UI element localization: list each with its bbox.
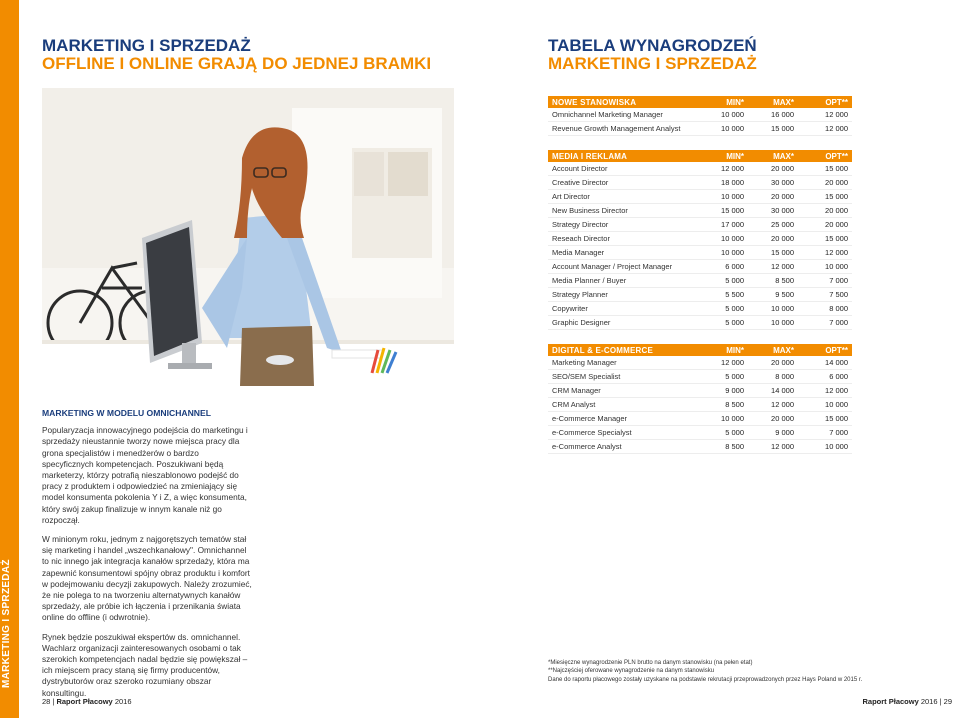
max-salary: 16 000 [771,110,794,119]
left-page-title [42,37,431,73]
table-header [548,150,852,162]
position-name: Strategy Planner [552,290,608,299]
salary-table [548,344,852,454]
position-name: SEO/SEM Specialist [552,372,621,381]
right-title-line2: MARKETING I SPRZEDAŻ [548,54,757,73]
position-name: Copywriter [552,304,588,313]
min-salary: 12 000 [721,164,744,173]
opt-salary: 10 000 [825,262,848,271]
table-row [548,288,852,302]
max-salary: 15 000 [771,248,794,257]
position-name: New Business Director [552,206,628,215]
article-paragraph-1: Popularyzacja innowacyjnego podejścia do marketingu i sprzedaży nieustannie tworzy nowe miejsca pracy dla grona specjalistów i menedżerów o bardzo specyficznych kompetencjach. Poszukiwani będą marketerzy, którzy potrafią nieszablonowo podejść do pracy z produktem i odpowiedzieć na zmieniający się model konsumenta pokolenia Y i Z, a więc konsumenta, który swój zakup finalizuje w innym kanale niż go rozpoczął. [42,425,248,525]
omnichannel-article [42,408,252,707]
min-salary: 10 000 [721,414,744,423]
min-salary: 10 000 [721,192,744,201]
max-salary: 14 000 [771,386,794,395]
col-min-header: MIN* [726,345,744,355]
section-title: DIGITAL & E-COMMERCE [552,345,654,355]
min-salary: 8 500 [725,400,744,409]
section-title: NOWE STANOWISKA [552,97,637,107]
table-row [548,356,852,370]
table-row [548,316,852,330]
min-salary: 10 000 [721,110,744,119]
opt-salary: 12 000 [825,124,848,133]
opt-salary: 7 000 [829,428,848,437]
footnote: *Miesięczne wynagrodzenie PLN brutto na danym stanowisku (na pełen etat) [548,660,753,666]
max-salary: 20 000 [771,358,794,367]
left-footer-year: 2016 [114,697,132,706]
position-name: Reseach Director [552,234,610,243]
col-opt-header: OPT** [825,97,848,107]
table-row [548,384,852,398]
max-salary: 8 000 [775,372,794,381]
opt-salary: 8 000 [829,304,848,313]
right-title-line1: TABELA WYNAGRODZEŃ [548,36,757,55]
left-footer: 28 | Raport Płacowy 2016 [42,697,132,706]
min-salary: 15 000 [721,206,744,215]
table-header [548,96,852,108]
right-footer-brand: Raport Płacowy [862,697,919,706]
opt-salary: 7 000 [829,276,848,285]
right-page-title [548,37,757,73]
table-row [548,370,852,384]
max-salary: 20 000 [771,192,794,201]
table-row [548,218,852,232]
position-name: Omnichannel Marketing Manager [552,110,663,119]
table-row [548,302,852,316]
col-opt-header: OPT** [825,151,848,161]
table-row [548,440,852,454]
left-footer-brand: Raport Płacowy [56,697,113,706]
opt-salary: 15 000 [825,414,848,423]
col-opt-header: OPT** [825,345,848,355]
right-footer-year: 2016 [920,697,938,706]
opt-salary: 7 500 [829,290,848,299]
opt-salary: 12 000 [825,386,848,395]
col-max-header: MAX* [773,97,794,107]
max-salary: 15 000 [771,124,794,133]
opt-salary: 6 000 [829,372,848,381]
office-photo [42,88,454,386]
position-name: Media Manager [552,248,605,257]
max-salary: 20 000 [771,414,794,423]
min-salary: 10 000 [721,248,744,257]
position-name: e-Commerce Manager [552,414,628,423]
col-min-header: MIN* [726,151,744,161]
footnote: **Najczęściej oferowane wynagrodzenie na danym stanowisku [548,668,715,675]
right-page-number: 29 [943,697,952,706]
table-row [548,176,852,190]
position-name: CRM Analyst [552,400,596,409]
table-row [548,426,852,440]
left-title-line1: MARKETING I SPRZEDAŻ [42,36,251,55]
max-salary: 12 000 [771,400,794,409]
max-salary: 10 000 [771,318,794,327]
position-name: Media Planner / Buyer [552,276,627,285]
max-salary: 12 000 [771,262,794,271]
min-salary: 5 000 [725,428,744,437]
position-name: CRM Manager [552,386,601,395]
table-row [548,232,852,246]
section-title: MEDIA I REKLAMA [552,151,628,161]
position-name: Creative Director [552,178,609,187]
position-name: e-Commerce Analyst [552,442,622,451]
max-salary: 25 000 [771,220,794,229]
max-salary: 10 000 [771,304,794,313]
opt-salary: 7 000 [829,318,848,327]
min-salary: 5 000 [725,318,744,327]
opt-salary: 15 000 [825,192,848,201]
left-title-line2: OFFLINE I ONLINE GRAJĄ DO JEDNEJ BRAMKI [42,54,432,73]
position-name: Marketing Manager [552,358,617,367]
max-salary: 20 000 [771,234,794,243]
table-header [548,344,852,356]
opt-salary: 10 000 [825,400,848,409]
right-footer: Raport Płacowy 2016 | 29 [862,697,952,706]
table-row [548,412,852,426]
opt-salary: 20 000 [825,206,848,215]
max-salary: 30 000 [771,206,794,215]
max-salary: 30 000 [771,178,794,187]
opt-salary: 10 000 [825,442,848,451]
table-row [548,260,852,274]
salary-tables [548,96,852,468]
position-name: Revenue Growth Management Analyst [552,124,681,133]
position-name: Account Manager / Project Manager [552,262,673,271]
footnote: Dane do raportu płacowego zostały uzyskane na podstawie rekrutacji przeprowadzonych przez Hays Poland w 2015 r. [548,676,863,683]
opt-salary: 20 000 [825,178,848,187]
min-salary: 12 000 [721,358,744,367]
opt-salary: 15 000 [825,164,848,173]
min-salary: 5 000 [725,276,744,285]
max-salary: 8 500 [775,276,794,285]
table-row [548,108,852,122]
max-salary: 9 000 [775,428,794,437]
right-page [480,0,960,718]
min-salary: 9 000 [725,386,744,395]
opt-salary: 20 000 [825,220,848,229]
table-row [548,190,852,204]
min-salary: 10 000 [721,124,744,133]
left-page-number: 28 [42,697,51,706]
position-name: e-Commerce Specialyst [552,428,632,437]
footnotes [548,659,862,684]
min-salary: 18 000 [721,178,744,187]
max-salary: 9 500 [775,290,794,299]
salary-table [548,96,852,136]
min-salary: 5 000 [725,372,744,381]
table-row [548,246,852,260]
min-salary: 5 500 [725,290,744,299]
opt-salary: 14 000 [825,358,848,367]
position-name: Account Director [552,164,608,173]
col-max-header: MAX* [773,151,794,161]
col-min-header: MIN* [726,97,744,107]
min-salary: 8 500 [725,442,744,451]
max-salary: 12 000 [771,442,794,451]
min-salary: 10 000 [721,234,744,243]
table-row [548,162,852,176]
position-name: Art Director [552,192,590,201]
opt-salary: 12 000 [825,248,848,257]
article-paragraph-3: Rynek będzie poszukiwał ekspertów ds. omnichannel. Wachlarz organizacji zainteresowanych osobami o tak szerokich kompetencjach nadal będzie się powiększał – ich miejscem pracy staną się firmy producentów, dystrybutorów oraz szeroko rozumiany obszar konsultingu. [42,631,248,698]
min-salary: 17 000 [721,220,744,229]
opt-salary: 15 000 [825,234,848,243]
position-name: Graphic Designer [552,318,611,327]
table-row [548,122,852,136]
spine-label: MARKETING I SPRZEDAŻ [1,559,12,688]
col-max-header: MAX* [773,345,794,355]
position-name: Strategy Director [552,220,609,229]
table-row [548,398,852,412]
max-salary: 20 000 [771,164,794,173]
article-heading: MARKETING W MODELU OMNICHANNEL [42,408,211,418]
table-row [548,204,852,218]
article-paragraph-2: W minionym roku, jednym z najgorętszych tematów stał się marketing i handel „wszechkanałowy". Omnichannel to nic innego jak integracja kanałów sprzedaży, która ma zapewnić konsumentowi spójny obraz produktu i komfort w podejmowaniu decyzji zakupowych. Należy zrozumieć, że nie polega to na tworzeniu alternatywnych kanałów sprzedaży, ale próbie ich łączenia i przenikania świata online do offline (i odwrotnie). [42,534,252,623]
salary-table [548,150,852,330]
table-row [548,274,852,288]
min-salary: 6 000 [725,262,744,271]
min-salary: 5 000 [725,304,744,313]
opt-salary: 12 000 [825,110,848,119]
